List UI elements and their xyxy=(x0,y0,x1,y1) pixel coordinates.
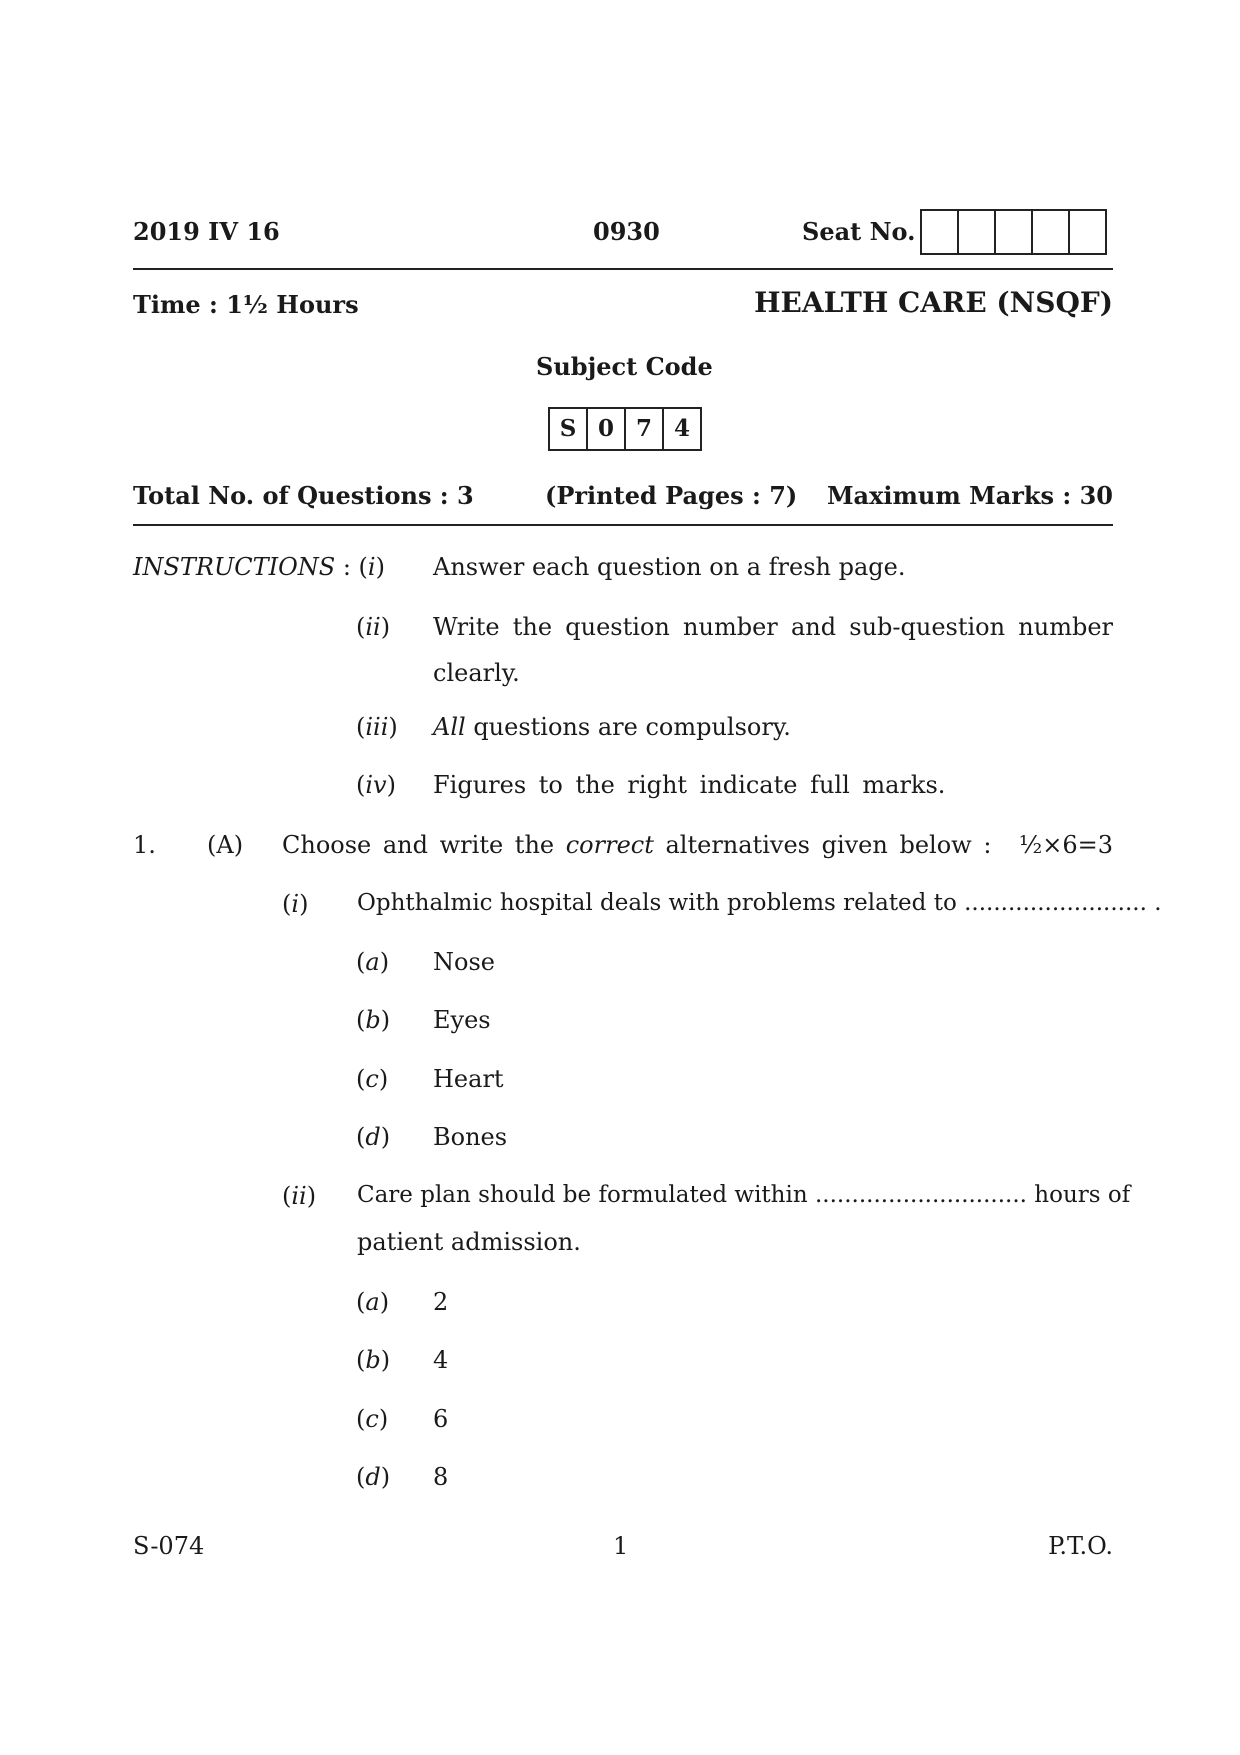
question-prompt: Choose and write the correct alternatives given below : xyxy=(282,831,992,859)
seat-box[interactable] xyxy=(1068,211,1105,253)
instruction-text: All questions are compulsory. xyxy=(433,713,791,741)
footer-paper-code: S-074 xyxy=(133,1532,205,1560)
maximum-marks: Maximum Marks : 30 xyxy=(826,481,1113,510)
please-turn-over: P.T.O. xyxy=(1048,1532,1113,1560)
question-number: 1. xyxy=(133,831,156,859)
option-letter: (c) xyxy=(356,1065,389,1093)
option-text: 4 xyxy=(433,1346,449,1374)
option-text: 2 xyxy=(433,1288,449,1316)
seat-box[interactable] xyxy=(1031,211,1068,253)
subquestion-number: (i) xyxy=(282,890,309,918)
option-letter: (a) xyxy=(356,948,390,976)
subquestion-text: Care plan should be formulated within ............................. hours of xyxy=(357,1182,1131,1208)
instructions-label: INSTRUCTIONS : (i) xyxy=(133,553,385,581)
seat-number-boxes[interactable] xyxy=(920,209,1107,255)
option-text: Nose xyxy=(433,948,495,976)
option-letter: (b) xyxy=(356,1346,391,1374)
seat-box[interactable] xyxy=(994,211,1031,253)
info-divider xyxy=(133,524,1113,526)
seat-box[interactable] xyxy=(957,211,994,253)
instruction-number: (ii) xyxy=(356,613,391,641)
time-allowed: Time : 1½ Hours xyxy=(133,290,359,319)
option-text: Bones xyxy=(433,1123,508,1151)
total-questions: Total No. of Questions : 3 xyxy=(133,481,474,510)
question-marks: ½×6=3 xyxy=(1018,831,1113,859)
option-letter: (c) xyxy=(356,1405,389,1433)
option-text: Eyes xyxy=(433,1006,491,1034)
option-text: 8 xyxy=(433,1463,449,1491)
code-char: S xyxy=(559,415,577,442)
page-number: 1 xyxy=(613,1532,629,1560)
code-char: 7 xyxy=(624,409,662,449)
instruction-text: Write the question number and sub-question number xyxy=(433,613,1113,641)
option-letter: (d) xyxy=(356,1463,391,1491)
subquestion-text-continued: patient admission. xyxy=(357,1228,581,1256)
exam-code: 2019 IV 16 xyxy=(133,217,280,246)
seat-box[interactable] xyxy=(922,211,957,253)
seat-label: Seat No. xyxy=(802,217,916,246)
paper-number: 0930 xyxy=(593,217,660,246)
option-letter: (a) xyxy=(356,1288,390,1316)
option-letter: (b) xyxy=(356,1006,391,1034)
subquestion-number: (ii) xyxy=(282,1182,317,1210)
option-letter: (d) xyxy=(356,1123,391,1151)
instruction-text-continued: clearly. xyxy=(433,659,520,687)
option-text: 6 xyxy=(433,1405,449,1433)
subquestion-text: Ophthalmic hospital deals with problems related to ......................... . xyxy=(357,890,1162,916)
subject-code-label: Subject Code xyxy=(536,352,713,381)
header-divider xyxy=(133,268,1113,270)
code-char: 4 xyxy=(662,409,700,449)
instruction-text: Answer each question on a fresh page. xyxy=(433,553,906,581)
option-text: Heart xyxy=(433,1065,504,1093)
subject-code-boxes xyxy=(548,407,702,451)
subject-title: HEALTH CARE (NSQF) xyxy=(754,286,1113,319)
instruction-text: Figures to the right indicate full marks. xyxy=(433,771,946,799)
question-section: (A) xyxy=(207,831,244,859)
printed-pages: (Printed Pages : 7) xyxy=(545,481,798,510)
instruction-number: (iv) xyxy=(356,771,396,799)
instruction-number: (iii) xyxy=(356,713,398,741)
code-char: 0 xyxy=(586,409,624,449)
